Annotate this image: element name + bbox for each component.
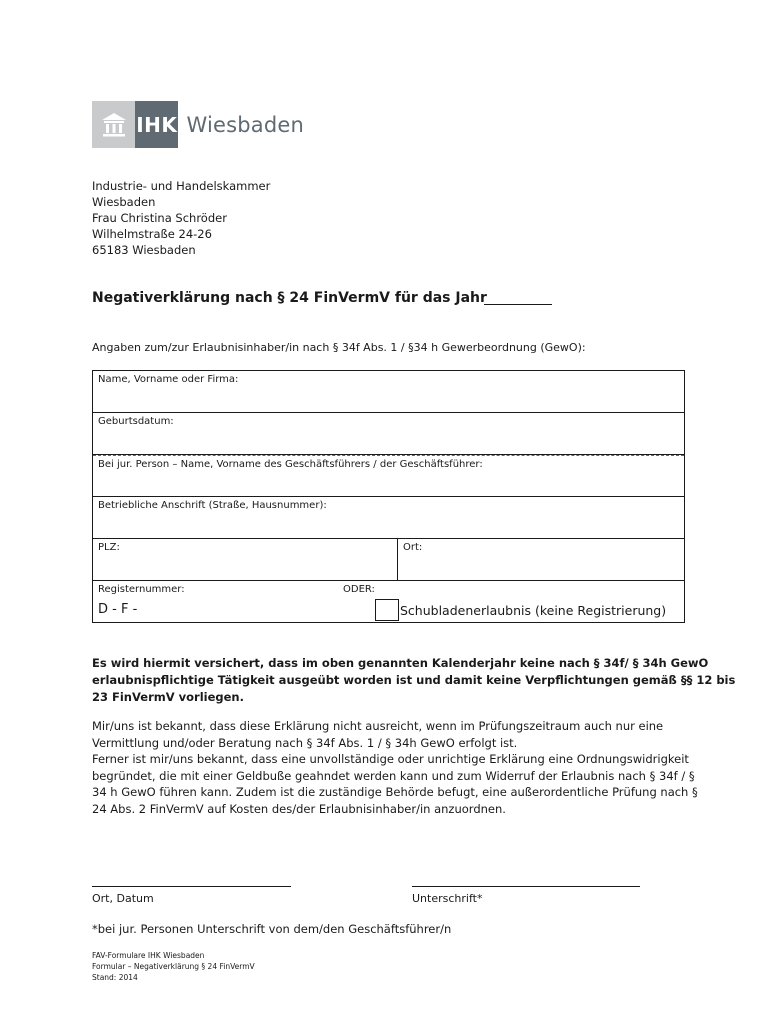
schubladen-checkbox[interactable] (375, 599, 399, 621)
name-field[interactable] (93, 371, 684, 413)
manager-label: Bei jur. Person – Name, Vorname des Geschäftsführers / der Geschäftsführer: (98, 459, 483, 470)
oder-label: ODER: (343, 584, 375, 595)
notice-line: Ferner ist mir/uns bekannt, dass eine unvollständige oder unrichtige Erklärung eine Ordnungswidrigkeit (92, 752, 689, 766)
notice-line: Mir/uns ist bekannt, dass diese Erklärung nicht ausreicht, wenn im Prüfungszeitraum auch nur eine (92, 719, 664, 733)
plz-ort-divider (397, 539, 398, 581)
logo-mark: IHK (135, 101, 178, 148)
intro-text: Angaben zum/zur Erlaubnisinhaber/in nach § 34f Abs. 1 / §34 h Gewerbeordnung (GewO): (92, 341, 586, 354)
birthdate-field[interactable] (93, 413, 684, 455)
assurance-line: 23 FinVermV vorliegen. (92, 690, 244, 704)
notice-line: Vermittlung und/oder Beratung nach § 34f Abs. 1 / § 34h GewO erfolgt ist. (92, 735, 518, 750)
address-line: 65183 Wiesbaden (92, 243, 196, 257)
name-label: Name, Vorname oder Firma: (98, 374, 239, 385)
business-address-label: Betriebliche Anschrift (Straße, Hausnummer): (98, 500, 327, 511)
ihk-logo (92, 101, 304, 148)
signature-field[interactable] (412, 886, 640, 887)
footnote: *bei jur. Personen Unterschrift von dem/den Geschäftsführer/n (92, 922, 452, 936)
signature-label: Unterschrift* (412, 892, 483, 905)
logo-city: Wiesbaden (186, 112, 304, 137)
document-title: Negativerklärung nach § 24 FinVermV für das Jahr (92, 290, 487, 306)
address-line: Industrie- und Handelskammer (92, 179, 271, 193)
manager-field[interactable] (93, 455, 684, 497)
plz-label: PLZ: (98, 542, 120, 553)
ort-label: Ort: (403, 542, 423, 553)
register-number-field[interactable]: D - F - (98, 602, 138, 617)
schubladen-label: Schubladenerlaubnis (keine Registrierung) (400, 603, 667, 618)
address-line: Frau Christina Schröder (92, 211, 227, 225)
place-date-label: Ort, Datum (92, 892, 154, 905)
recipient-address (92, 178, 270, 258)
place-date-field[interactable] (92, 886, 291, 887)
notice-line: 34 h GewO führen kann. Zudem ist die zuständige Behörde befugt, eine außerordentliche Prüfung nach § (92, 785, 698, 799)
document-footer (92, 950, 255, 983)
building-columns-icon (92, 101, 135, 148)
notice-line: 24 Abs. 2 FinVermV auf Kosten des/der Erlaubnisinhaber/in anzuordnen. (92, 801, 506, 816)
assurance-line: erlaubnispflichtige Tätigkeit ausgeübt worden ist und damit keine Verpflichtungen gemäß §§ 12 bis (92, 673, 736, 687)
birthdate-label: Geburtsdatum: (98, 416, 174, 427)
assurance-line: Es wird hiermit versichert, dass im oben genannten Kalenderjahr keine nach § 34f/ § 34h GewO (92, 656, 709, 670)
register-label: Registernummer: (98, 584, 185, 595)
legal-notice (92, 718, 698, 817)
address-line: Wilhelmstraße 24-26 (92, 227, 212, 241)
footer-line: Formular – Negativerklärung § 24 FinVermV (92, 962, 255, 971)
address-line: Wiesbaden (92, 195, 156, 209)
applicant-form (92, 370, 685, 623)
footer-line: Stand: 2014 (92, 973, 138, 982)
assurance-statement (92, 655, 736, 706)
footer-line: FAV-Formulare IHK Wiesbaden (92, 951, 205, 960)
notice-line: begründet, die mit einer Geldbuße geahndet werden kann und zum Widerruf der Erlaubnis nach § 34f / § (92, 768, 695, 783)
year-field[interactable] (484, 304, 552, 305)
plz-ort-row (93, 539, 684, 581)
business-address-field[interactable] (93, 497, 684, 539)
